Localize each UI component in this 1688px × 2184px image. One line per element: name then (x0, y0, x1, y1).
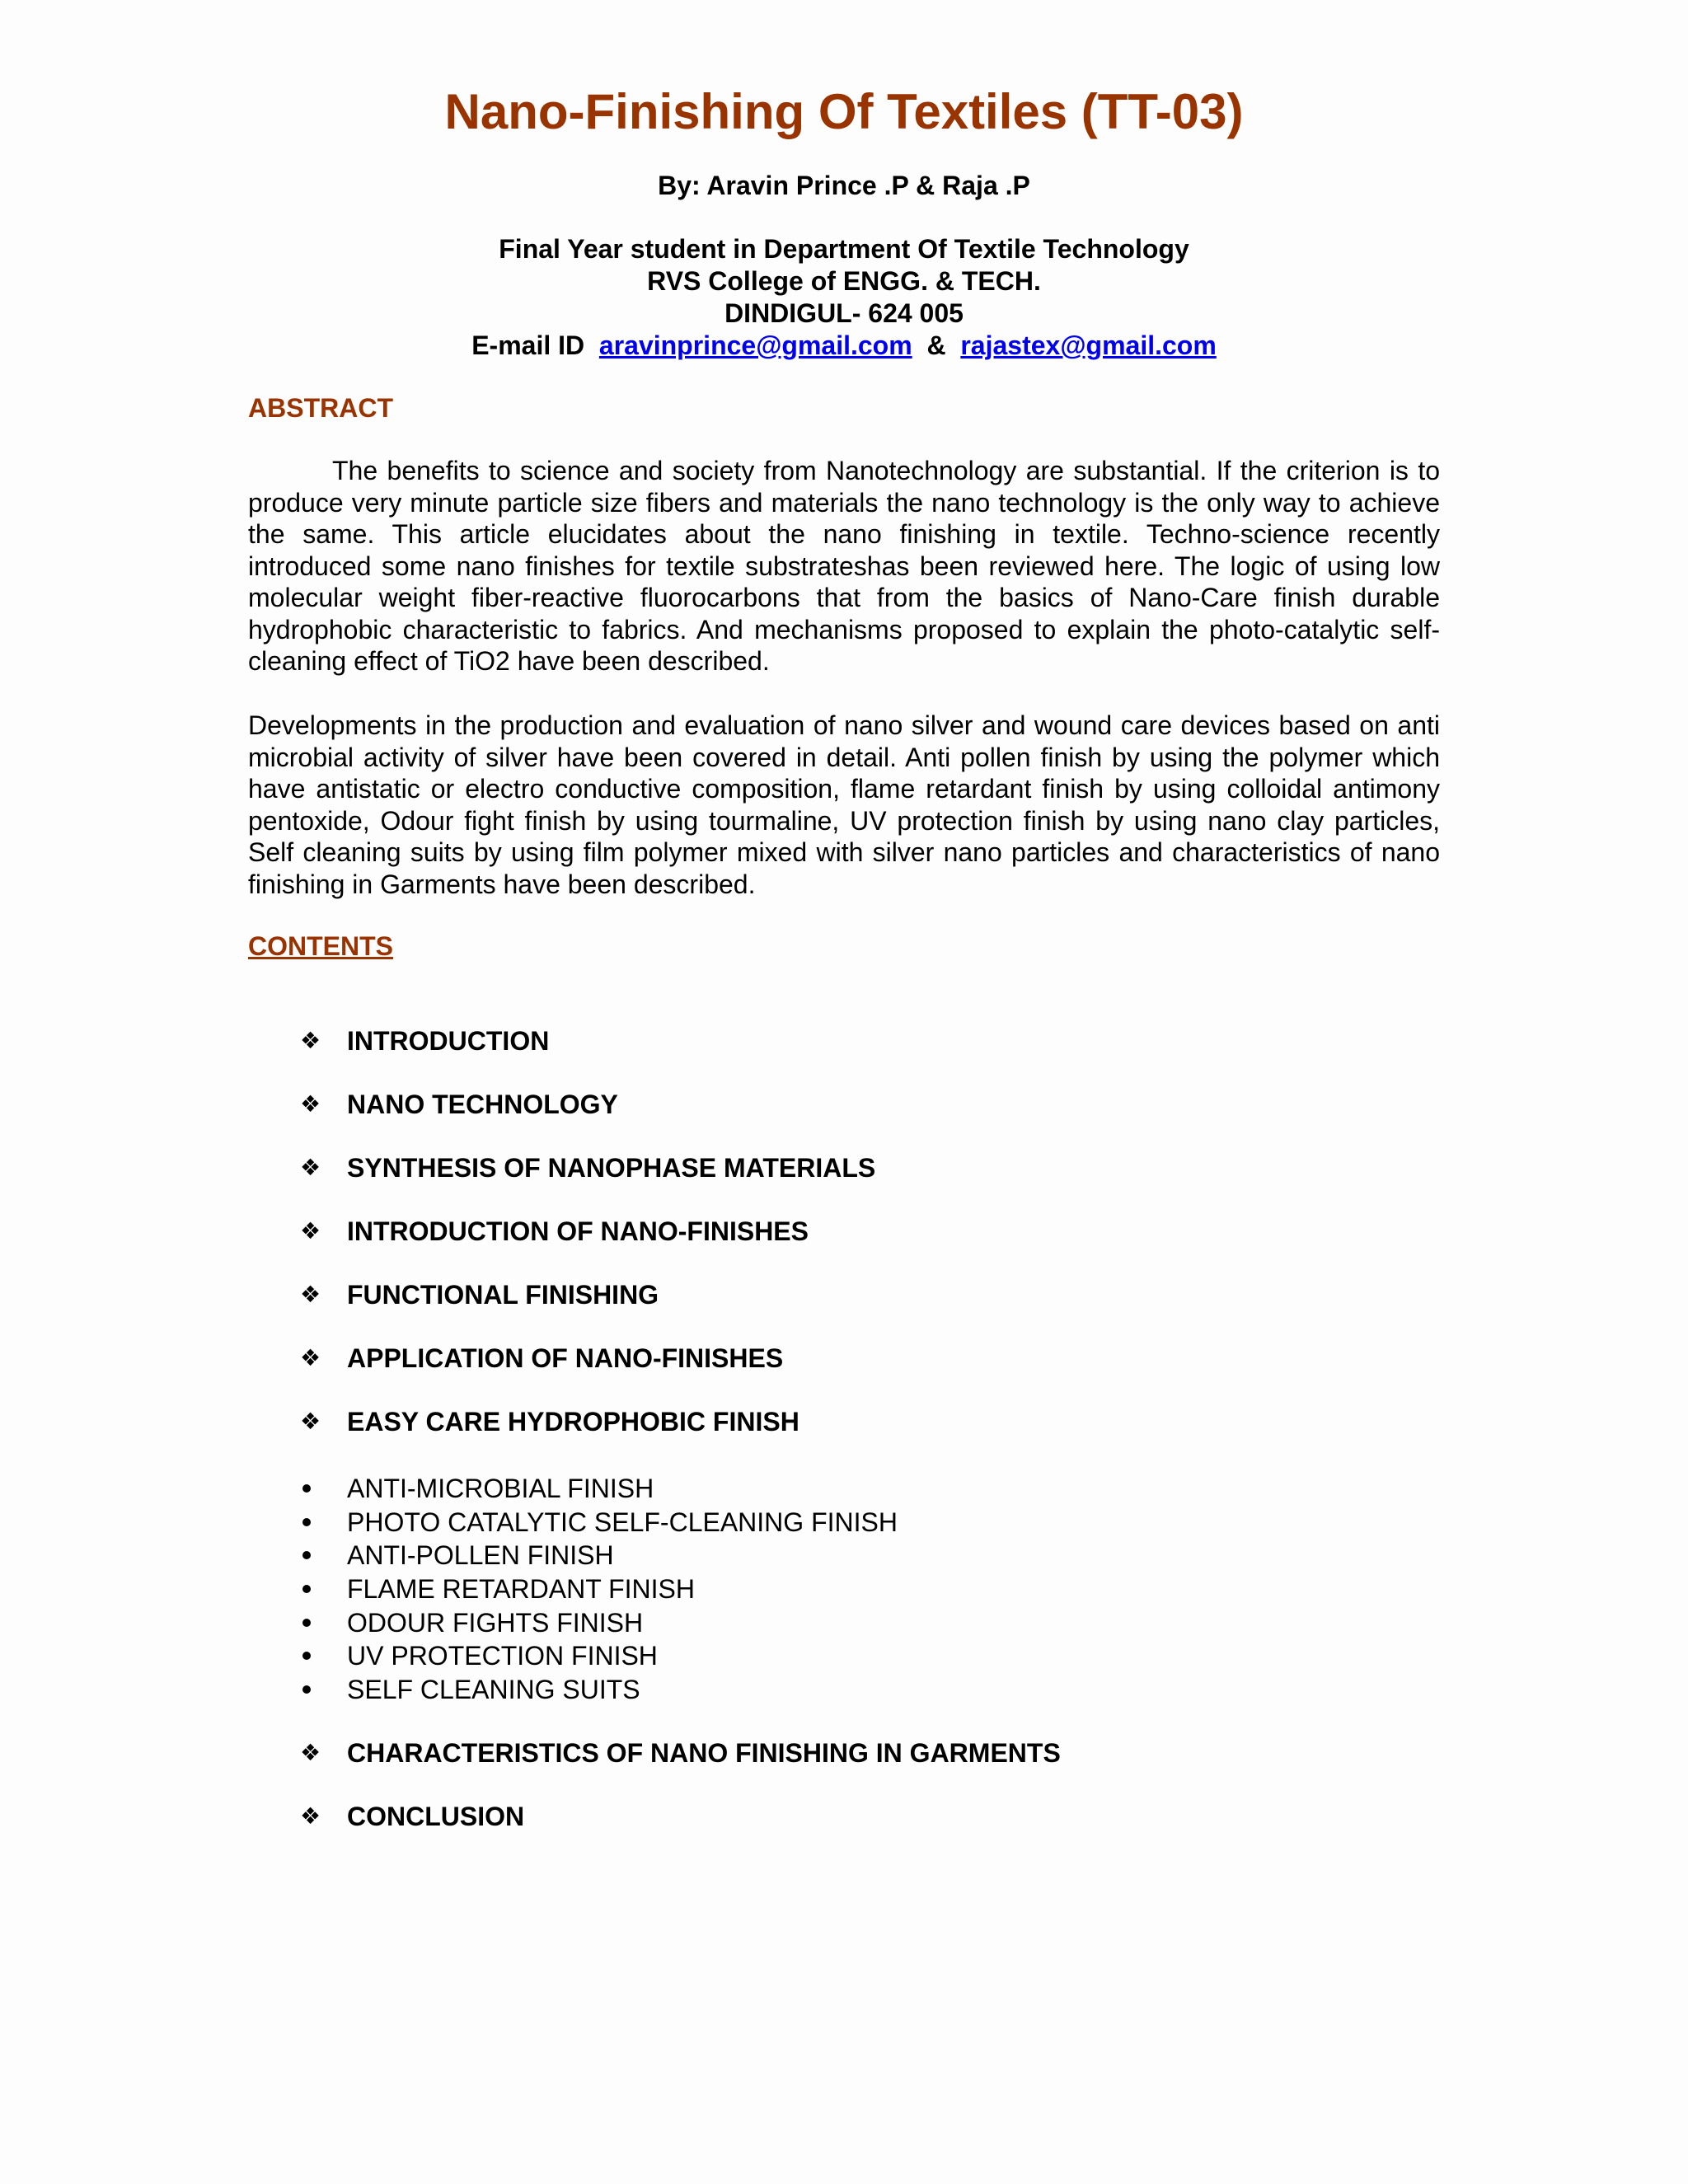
contents-item-label: CONCLUSION (347, 1802, 525, 1831)
contents-item-label: EASY CARE HYDROPHOBIC FINISH (347, 1407, 799, 1436)
affiliation-city: DINDIGUL- 624 005 (724, 298, 964, 328)
author-affiliation (0, 233, 1688, 362)
contents-item-label: NANO TECHNOLOGY (347, 1090, 618, 1119)
abstract-heading: ABSTRACT (248, 393, 393, 423)
contents-heading: CONTENTS (248, 931, 393, 961)
round-bullet-icon (302, 1484, 311, 1493)
contents-item-label: CHARACTERISTICS OF NANO FINISHING IN GARMENTS (347, 1738, 1061, 1768)
contents-sub-item-label: ANTI-MICROBIAL FINISH (347, 1474, 654, 1503)
contents-sub-item-label: PHOTO CATALYTIC SELF-CLEANING FINISH (347, 1507, 898, 1537)
diamond-bullet-icon: ❖ (300, 1091, 321, 1117)
contents-item-label: INTRODUCTION OF NANO-FINISHES (347, 1216, 809, 1246)
round-bullet-icon (302, 1685, 311, 1694)
contents-item-label: INTRODUCTION (347, 1026, 550, 1056)
contents-sub-item-label: FLAME RETARDANT FINISH (347, 1574, 695, 1605)
diamond-bullet-icon: ❖ (300, 1740, 321, 1765)
diamond-bullet-icon: ❖ (300, 1282, 321, 1307)
email-link-raja[interactable]: rajastex@gmail.com (960, 330, 1217, 360)
author-byline: By: Aravin Prince .P & Raja .P (658, 171, 1030, 200)
diamond-bullet-icon: ❖ (300, 1218, 321, 1244)
contents-sub-item-label: ODOUR FIGHTS FINISH (347, 1607, 644, 1638)
affiliation-college: RVS College of ENGG. & TECH. (647, 266, 1041, 296)
contents-sub-item-label: SELF CLEANING SUITS (347, 1675, 640, 1705)
round-bullet-icon (302, 1652, 311, 1660)
abstract-paragraph-2: Developments in the production and evaluation of nano silver and wound care devices based on anti microbial activity of silver have been covered in detail. Anti pollen finish by using the polymer which have antistatic or electro conductive composition, flame retardant finish by using colloidal antimony pentoxide, Odour fight finish by using tourmaline, UV protection finish by using nano clay particles, Self cleaning suits by using film polymer mixed with silver nano particles and characteristics of nano finishing in Garments have been described. (248, 710, 1440, 899)
diamond-bullet-icon: ❖ (300, 1028, 321, 1053)
diamond-bullet-icon: ❖ (300, 1408, 321, 1434)
email-separator: & (926, 330, 946, 360)
diamond-bullet-icon: ❖ (300, 1155, 321, 1180)
abstract-paragraph-1: The benefits to science and society from Nanotechnology are substantial. If the criterion is to produce very minute particle size fibers and materials the nano technology is the only way to achieve the same. This article elucidates about the nano finishing in textile. Techno-science recently introduced some nano finishes for textile substrateshas been reviewed here. The logic of using low molecular weight fiber-reactive fluorocarbons that from the basics of Nano-Care finish durable hydrophobic characteristic to fabrics. And mechanisms proposed to explain the photo-catalytic self-cleaning effect of TiO2 have been described. (248, 456, 1440, 676)
contents-item-label: FUNCTIONAL FINISHING (347, 1280, 659, 1310)
contents-item-label: SYNTHESIS OF NANOPHASE MATERIALS (347, 1153, 876, 1183)
round-bullet-icon (302, 1518, 311, 1526)
diamond-bullet-icon: ❖ (300, 1803, 321, 1829)
round-bullet-icon (302, 1619, 311, 1627)
contents-sub-item-label: UV PROTECTION FINISH (347, 1641, 658, 1671)
round-bullet-icon (302, 1585, 311, 1593)
email-label: E-mail ID (471, 330, 585, 360)
round-bullet-icon (302, 1551, 311, 1559)
email-line (0, 330, 1688, 362)
affiliation-department: Final Year student in Department Of Textile Technology (499, 234, 1189, 264)
contents-item-label: APPLICATION OF NANO-FINISHES (347, 1343, 784, 1373)
diamond-bullet-icon: ❖ (300, 1345, 321, 1371)
contents-sub-item-label: ANTI-POLLEN FINISH (347, 1540, 614, 1571)
email-link-aravin[interactable]: aravinprince@gmail.com (598, 330, 912, 360)
document-title: Nano-Finishing Of Textiles (TT-03) (444, 84, 1244, 139)
